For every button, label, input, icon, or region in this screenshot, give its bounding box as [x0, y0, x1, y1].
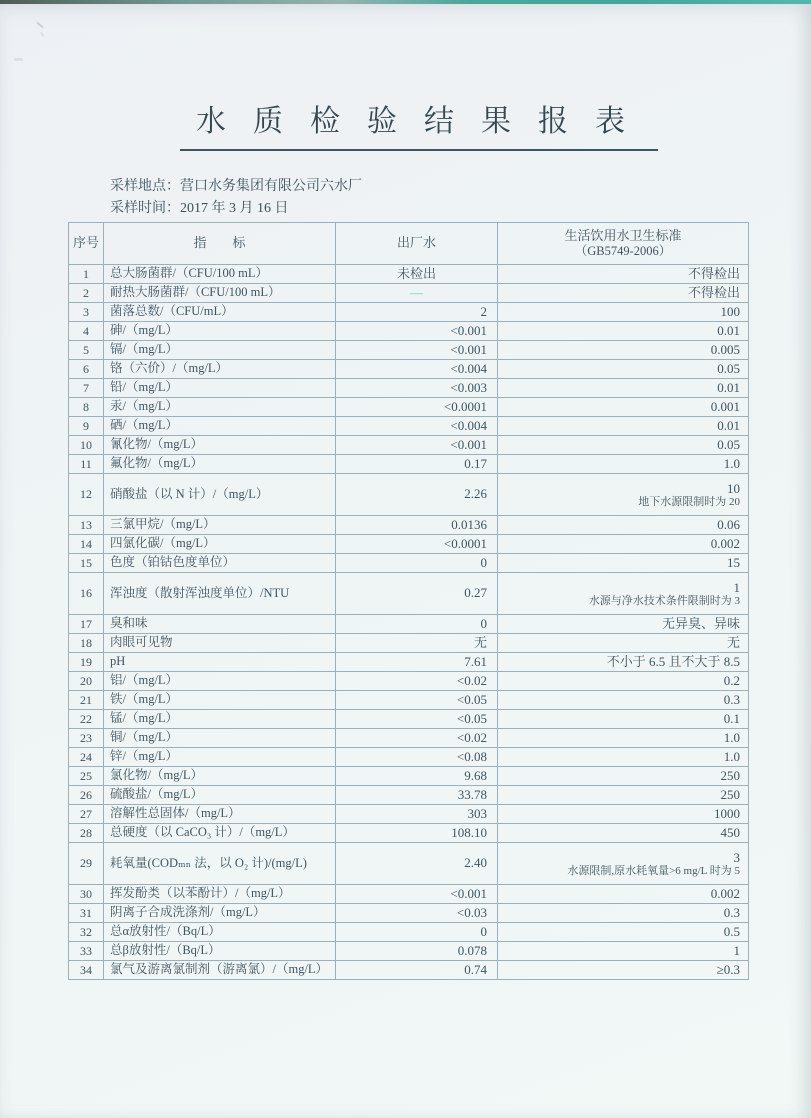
standard-cell: 0.3: [498, 904, 749, 923]
title-area: [0, 96, 811, 151]
row-index: 15: [69, 554, 104, 573]
header-standard-line2: （GB5749-2006）: [574, 243, 672, 258]
standard-cell: 0.5: [498, 923, 749, 942]
indicator-name: pH: [104, 653, 336, 672]
factory-water-value: 0.74: [336, 961, 498, 980]
table-row: [69, 729, 749, 748]
standard-cell: 不得检出: [498, 265, 749, 284]
standard-cell: 0.001: [498, 398, 749, 417]
row-index: 12: [69, 474, 104, 516]
header-indicator: 指 标: [104, 223, 336, 265]
sample-time-label: 采样时间：: [110, 201, 180, 216]
table-row: [69, 398, 749, 417]
factory-water-value: <0.001: [336, 436, 498, 455]
factory-water-value: 0.078: [336, 942, 498, 961]
standard-cell: 无异臭、异味: [498, 615, 749, 634]
row-index: 11: [69, 455, 104, 474]
row-index: 31: [69, 904, 104, 923]
page-title: 水质检验结果报表: [180, 96, 658, 151]
factory-water-value: 7.61: [336, 653, 498, 672]
table-header: [69, 223, 749, 265]
factory-water-value: <0.05: [336, 691, 498, 710]
table-row: [69, 904, 749, 923]
indicator-name: 总α放射性/（Bq/L）: [104, 923, 336, 942]
indicator-name: 菌落总数/（CFU/mL）: [104, 303, 336, 322]
standard-cell: 0.1: [498, 710, 749, 729]
row-index: 25: [69, 767, 104, 786]
table-body: [69, 265, 749, 980]
row-index: 16: [69, 573, 104, 615]
sample-location-value: 营口水务集团有限公司六水厂: [180, 179, 362, 194]
table-row: [69, 341, 749, 360]
indicator-name: 阴离子合成洗涤剂/（mg/L）: [104, 904, 336, 923]
table-row: [69, 554, 749, 573]
standard-cell: 0.002: [498, 535, 749, 554]
indicator-name: 汞/（mg/L）: [104, 398, 336, 417]
row-index: 2: [69, 284, 104, 303]
row-index: 4: [69, 322, 104, 341]
indicator-name: 氰化物/（mg/L）: [104, 436, 336, 455]
row-index: 20: [69, 672, 104, 691]
table-row: [69, 303, 749, 322]
header-standard-line1: 生活饮用水卫生标准: [564, 227, 682, 243]
factory-water-value: <0.0001: [336, 535, 498, 554]
header-no: 序号: [69, 223, 104, 265]
row-index: 17: [69, 615, 104, 634]
row-index: 34: [69, 961, 104, 980]
table-row: [69, 535, 749, 554]
standard-cell: 0.01: [498, 417, 749, 436]
header-row: [69, 223, 749, 265]
standard-cell: 1000: [498, 805, 749, 824]
standard-cell: 不得检出: [498, 284, 749, 303]
factory-water-value: 0: [336, 615, 498, 634]
indicator-name: 锰/（mg/L）: [104, 710, 336, 729]
factory-water-value: 2.26: [336, 474, 498, 516]
standard-cell: 0.01: [498, 379, 749, 398]
factory-water-value: 无: [336, 634, 498, 653]
header-factory-water: 出厂水: [336, 223, 498, 265]
row-index: 3: [69, 303, 104, 322]
indicator-name: 铬（六价）/（mg/L）: [104, 360, 336, 379]
row-index: 28: [69, 824, 104, 843]
indicator-name: 耗氧量(CODₘₙ 法，以 O₂ 计)/(mg/L): [104, 843, 336, 885]
standard-cell: ≥0.3: [498, 961, 749, 980]
row-index: 30: [69, 885, 104, 904]
indicator-name: 铜/（mg/L）: [104, 729, 336, 748]
row-index: 24: [69, 748, 104, 767]
standard-limit: 1: [733, 579, 740, 595]
standard-cell: 不小于 6.5 且不大于 8.5: [498, 653, 749, 672]
factory-water-value: <0.08: [336, 748, 498, 767]
factory-water-value: 9.68: [336, 767, 498, 786]
table-row: [69, 942, 749, 961]
standard-cell: 15: [498, 554, 749, 573]
standard-cell: 0.05: [498, 436, 749, 455]
standard-cell: [498, 843, 749, 885]
indicator-name: 三氯甲烷/（mg/L）: [104, 516, 336, 535]
row-index: 29: [69, 843, 104, 885]
indicator-name: 总硬度（以 CaCO₃ 计）/（mg/L）: [104, 824, 336, 843]
factory-water-value: 108.10: [336, 824, 498, 843]
row-index: 6: [69, 360, 104, 379]
factory-water-value: 未检出: [336, 265, 498, 284]
factory-water-value: —: [336, 284, 498, 303]
standard-note: 水源限制,原水耗氧量>6 mg/L 时为 5: [567, 864, 740, 877]
standard-cell: 0.06: [498, 516, 749, 535]
table-row: [69, 748, 749, 767]
standard-cell: 1.0: [498, 455, 749, 474]
indicator-name: 挥发酚类（以苯酚计）/（mg/L）: [104, 885, 336, 904]
indicator-name: 氯气及游离氯制剂（游离氯）/（mg/L）: [104, 961, 336, 980]
row-index: 18: [69, 634, 104, 653]
sample-location-line: [110, 176, 362, 198]
header-standard: [498, 223, 749, 265]
scan-artifact: [14, 58, 23, 61]
row-index: 21: [69, 691, 104, 710]
standard-cell: 450: [498, 824, 749, 843]
factory-water-value: 0.0136: [336, 516, 498, 535]
indicator-name: 色度（铂钴色度单位）: [104, 554, 336, 573]
indicator-name: 镉/（mg/L）: [104, 341, 336, 360]
factory-water-value: <0.05: [336, 710, 498, 729]
table-row: [69, 653, 749, 672]
table-row: [69, 516, 749, 535]
table-row: [69, 573, 749, 615]
indicator-name: 硫酸盐/（mg/L）: [104, 786, 336, 805]
standard-cell: 无: [498, 634, 749, 653]
indicator-name: 铅/（mg/L）: [104, 379, 336, 398]
table-row: [69, 634, 749, 653]
scan-artifact: [36, 22, 44, 29]
standard-cell: [498, 474, 749, 516]
factory-water-value: <0.02: [336, 729, 498, 748]
standard-limit: 3: [733, 849, 740, 865]
standard-cell: 1.0: [498, 729, 749, 748]
table-row: [69, 436, 749, 455]
sample-time-value: 2017 年 3 月 16 日: [180, 201, 289, 216]
factory-water-value: 2: [336, 303, 498, 322]
table-row: [69, 767, 749, 786]
standard-note: 水源与净水技术条件限制时为 3: [588, 594, 740, 607]
row-index: 9: [69, 417, 104, 436]
row-index: 23: [69, 729, 104, 748]
factory-water-value: 0.17: [336, 455, 498, 474]
factory-water-value: <0.0001: [336, 398, 498, 417]
factory-water-value: <0.001: [336, 322, 498, 341]
standard-cell: 1.0: [498, 748, 749, 767]
standard-limit: 10: [727, 480, 740, 496]
row-index: 19: [69, 653, 104, 672]
standard-note: 地下水源限制时为 20: [638, 495, 740, 508]
table-row: [69, 843, 749, 885]
indicator-name: 臭和味: [104, 615, 336, 634]
table-row: [69, 672, 749, 691]
table-row: [69, 474, 749, 516]
indicator-name: 锌/（mg/L）: [104, 748, 336, 767]
table-row: [69, 691, 749, 710]
table-row: [69, 824, 749, 843]
factory-water-value: <0.004: [336, 360, 498, 379]
standard-cell: 0.01: [498, 322, 749, 341]
standard-cell: 100: [498, 303, 749, 322]
standard-cell: 0.3: [498, 691, 749, 710]
row-index: 1: [69, 265, 104, 284]
indicator-name: 总大肠菌群/（CFU/100 mL）: [104, 265, 336, 284]
table-row: [69, 615, 749, 634]
row-index: 27: [69, 805, 104, 824]
indicator-name: 铁/（mg/L）: [104, 691, 336, 710]
indicator-name: 肉眼可见物: [104, 634, 336, 653]
table-row: [69, 284, 749, 303]
indicator-name: 浑浊度（散射浑浊度单位）/NTU: [104, 573, 336, 615]
standard-cell: 0.05: [498, 360, 749, 379]
factory-water-value: <0.03: [336, 904, 498, 923]
table-row: [69, 710, 749, 729]
standard-cell: 0.005: [498, 341, 749, 360]
table-row: [69, 265, 749, 284]
table-row: [69, 805, 749, 824]
row-index: 10: [69, 436, 104, 455]
factory-water-value: <0.004: [336, 417, 498, 436]
table-row: [69, 360, 749, 379]
table-row: [69, 923, 749, 942]
water-quality-table: [68, 222, 749, 980]
factory-water-value: 33.78: [336, 786, 498, 805]
indicator-name: 总β放射性/（Bq/L）: [104, 942, 336, 961]
sample-meta: [110, 176, 362, 220]
standard-cell: 250: [498, 786, 749, 805]
factory-water-value: 2.40: [336, 843, 498, 885]
standard-cell: 0.2: [498, 672, 749, 691]
factory-water-value: <0.001: [336, 341, 498, 360]
indicator-name: 铝/（mg/L）: [104, 672, 336, 691]
factory-water-value: 0: [336, 554, 498, 573]
indicator-name: 四氯化碳/（mg/L）: [104, 535, 336, 554]
row-index: 33: [69, 942, 104, 961]
sample-location-label: 采样地点：: [110, 179, 180, 194]
table-row: [69, 885, 749, 904]
standard-cell: 0.002: [498, 885, 749, 904]
factory-water-value: 0.27: [336, 573, 498, 615]
table-row: [69, 417, 749, 436]
standard-cell: 1: [498, 942, 749, 961]
table-row: [69, 379, 749, 398]
table-row: [69, 786, 749, 805]
indicator-name: 硒/（mg/L）: [104, 417, 336, 436]
indicator-name: 硝酸盐（以 N 计）/（mg/L）: [104, 474, 336, 516]
indicator-name: 溶解性总固体/（mg/L）: [104, 805, 336, 824]
table-row: [69, 455, 749, 474]
row-index: 22: [69, 710, 104, 729]
factory-water-value: 303: [336, 805, 498, 824]
row-index: 7: [69, 379, 104, 398]
indicator-name: 耐热大肠菌群/（CFU/100 mL）: [104, 284, 336, 303]
row-index: 14: [69, 535, 104, 554]
scan-edge-strip: [0, 0, 811, 4]
factory-water-value: <0.003: [336, 379, 498, 398]
indicator-name: 砷/（mg/L）: [104, 322, 336, 341]
table-row: [69, 961, 749, 980]
factory-water-value: 0: [336, 923, 498, 942]
factory-water-value: <0.02: [336, 672, 498, 691]
standard-cell: 250: [498, 767, 749, 786]
sample-time-line: [110, 198, 362, 220]
row-index: 8: [69, 398, 104, 417]
row-index: 5: [69, 341, 104, 360]
factory-water-value: <0.001: [336, 885, 498, 904]
indicator-name: 氯化物/（mg/L）: [104, 767, 336, 786]
table-row: [69, 322, 749, 341]
row-index: 32: [69, 923, 104, 942]
standard-cell: [498, 573, 749, 615]
row-index: 13: [69, 516, 104, 535]
indicator-name: 氟化物/（mg/L）: [104, 455, 336, 474]
row-index: 26: [69, 786, 104, 805]
